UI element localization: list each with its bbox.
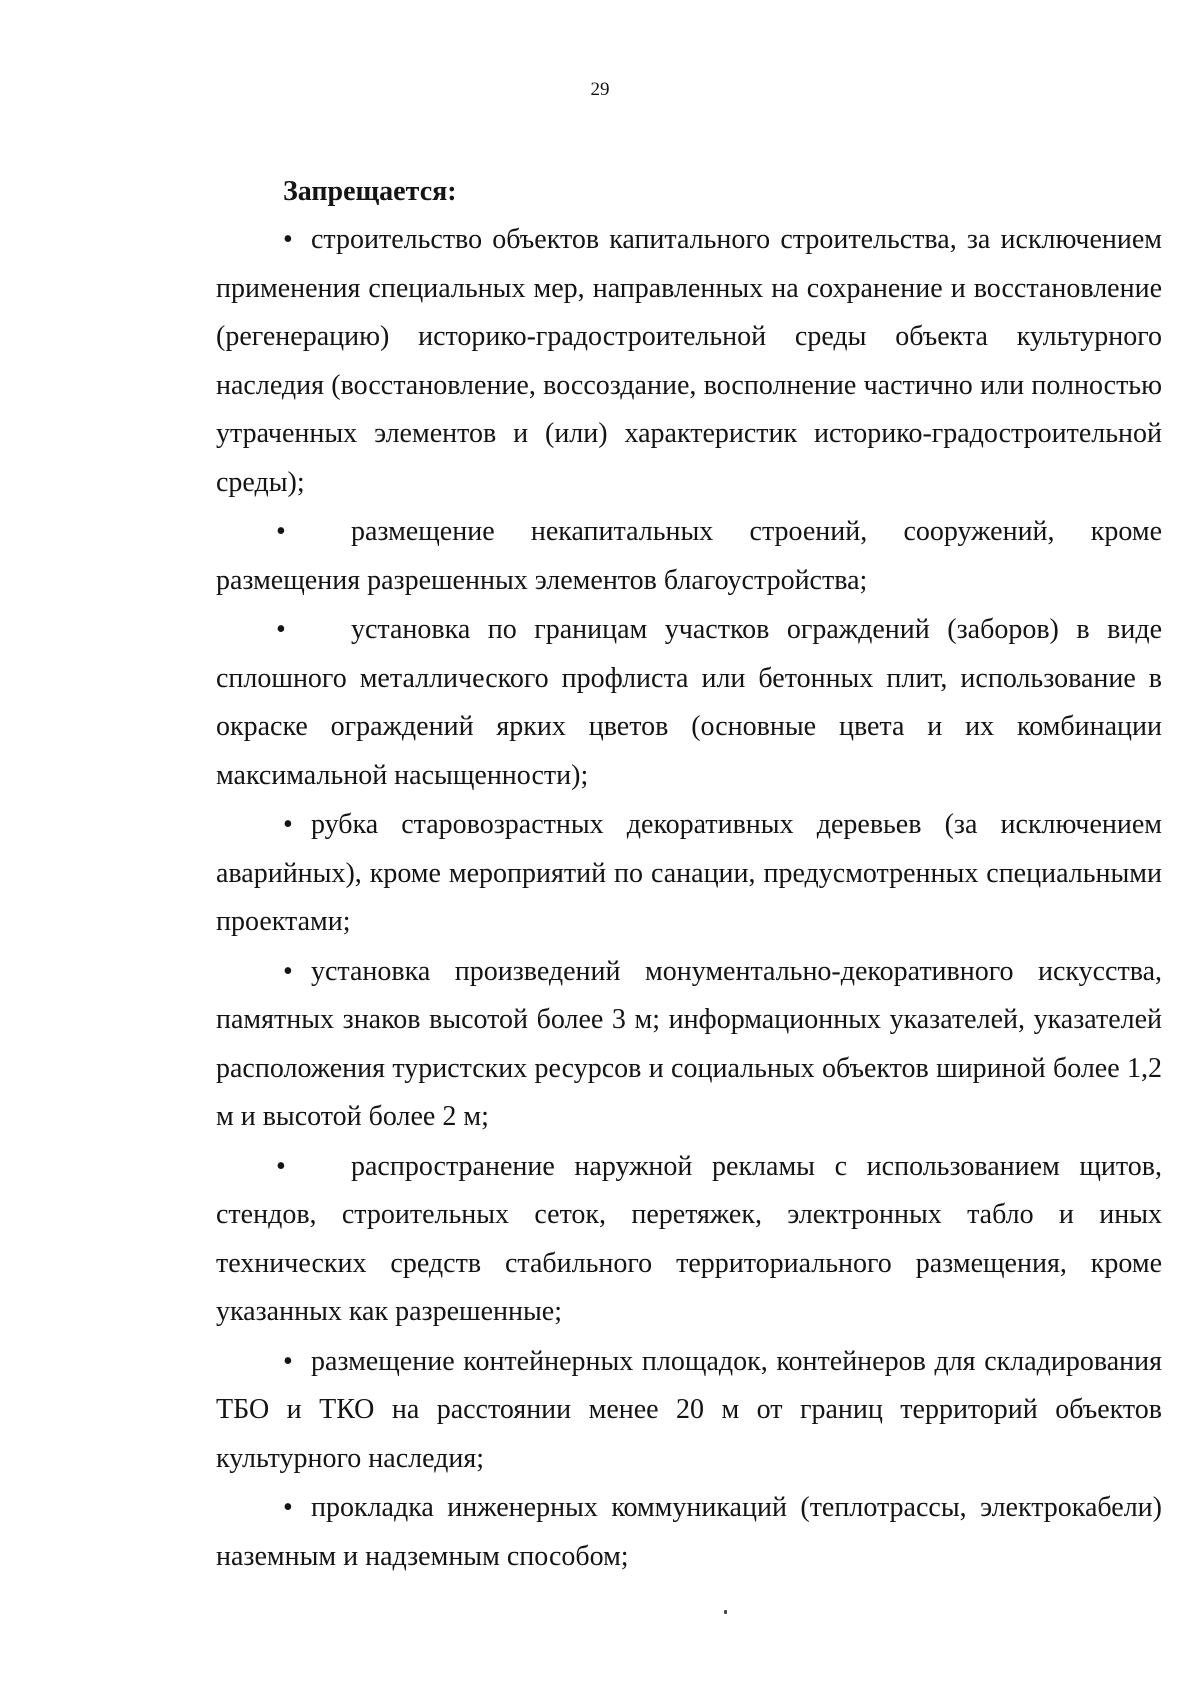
- list-item-text: установка произведений монументально-декоративного искусства, памятных знаков высотой более 3 м; информационных указателей, указателей расположения туристских ресурсов и социальных объектов шириной более 1,2 м и высотой более 2 м;: [216, 955, 1162, 1132]
- list-item-text: размещение некапитальных строений, сооружений, кроме размещения разрешенных элементов благоустройства;: [216, 516, 1162, 596]
- list-item-text: установка по границам участков ограждений (заборов) в виде сплошного металлического профлиста или бетонных плит, использование в окраске ограждений ярких цветов (основные цвета и их комбинации максимальной насыщенности);: [216, 614, 1162, 791]
- list-item-text: строительство объектов капитального строительства, за исключением применения специальных мер, направленных на сохранение и восстановление (регенерацию) историко-градостроительной среды объекта культурного наследия (восстановление, воссоздание, восполнение частично или полностью утраченных элементов и (или) характеристик историко-градостроительной среды);: [216, 224, 1162, 498]
- list-item: [216, 948, 1162, 1142]
- bullet-icon: •: [283, 224, 293, 255]
- bullet-icon: •: [283, 809, 293, 840]
- section-heading: Запрещается:: [283, 176, 457, 207]
- list-item: [216, 801, 1162, 947]
- list-item: [216, 1143, 1162, 1337]
- list-item-text: распространение наружной рекламы с использованием щитов, стендов, строительных сеток, перетяжек, электронных табло и иных технических средств стабильного территориального размещения, кроме указанных как разрешенные;: [216, 1150, 1162, 1327]
- bullet-icon: •: [276, 516, 286, 547]
- bullet-icon: •: [276, 614, 286, 645]
- bullet-icon: •: [283, 1492, 293, 1523]
- bullet-icon: •: [283, 955, 293, 987]
- list-item: [216, 1484, 1162, 1581]
- bullet-icon: •: [276, 1150, 286, 1182]
- list-item: [216, 1338, 1162, 1484]
- list-item-text: рубка старовозрастных декоративных деревьев (за исключением аварийных), кроме мероприятий по санации, предусмотренных специальными проектами;: [216, 809, 1162, 937]
- list-item: [216, 216, 1162, 507]
- list-item: [216, 606, 1162, 800]
- bullet-icon: •: [283, 1345, 293, 1377]
- list-item: [216, 508, 1162, 605]
- list-item-text: прокладка инженерных коммуникаций (теплотрассы, электрокабели) наземным и надземным способом;: [216, 1492, 1162, 1572]
- scan-speck: [724, 1610, 727, 1614]
- document-body: [216, 168, 1162, 1581]
- list-item-text: размещение контейнерных площадок, контейнеров для складирования ТБО и ТКО на расстоянии менее 20 м от границ территорий объектов культурного наследия;: [216, 1345, 1162, 1474]
- page-number: 29: [590, 79, 610, 100]
